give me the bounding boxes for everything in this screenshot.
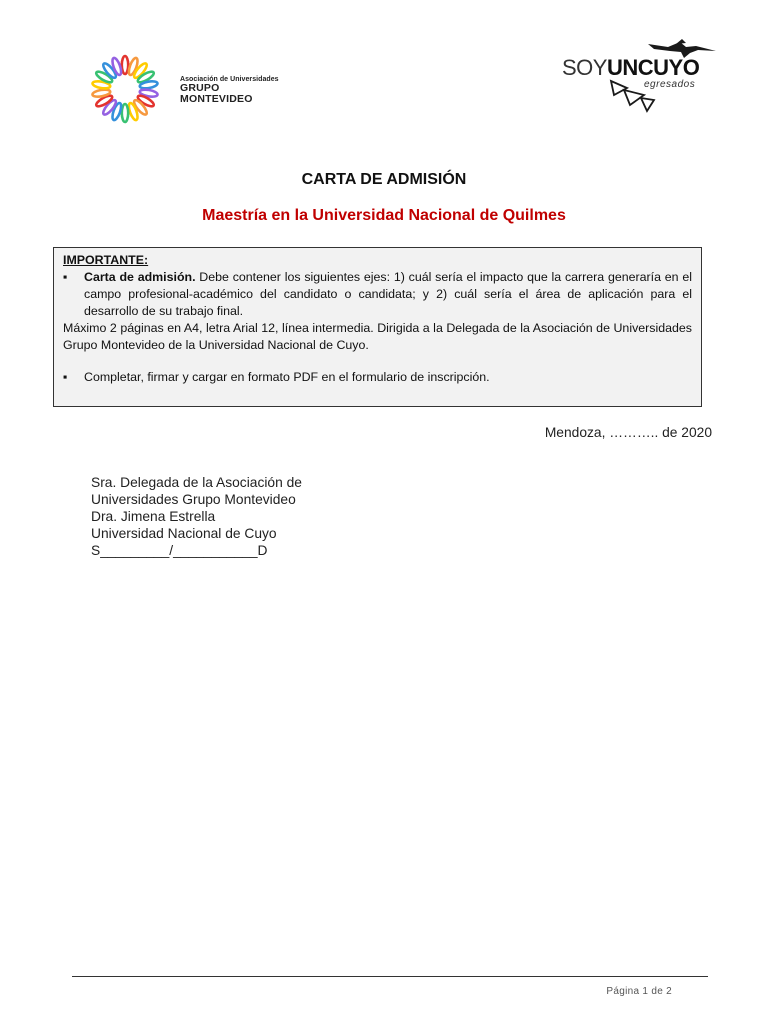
notice-item-label: Carta de admisión. [84, 270, 196, 284]
logo-petal [111, 102, 123, 121]
triangles-icon [608, 78, 660, 114]
notice-item-upload [63, 369, 692, 386]
grupo-montevideo-logo [88, 52, 288, 128]
footer-divider [72, 976, 708, 977]
logo-petal [122, 104, 128, 122]
recipient-line: Dra. Jimena Estrella [91, 509, 216, 524]
square-bullet-icon: ▪ [63, 270, 68, 284]
notice-item-text: Debe contener los siguientes ejes: 1) cuál sería el impacto que la carrera generaría en el campo profesional-académico del candidato o candidata; y 2) cuál sería el área de aplicación para el desarrollo de su trabajo final. [84, 270, 692, 318]
notice-item-text: Completar, firmar y cargar en formato PDF en el formulario de inscripción. [84, 370, 490, 384]
date-line: Mendoza, ……….. de 2020 [544, 425, 712, 440]
document-title: CARTA DE ADMISIÓN [301, 171, 467, 188]
grupo-montevideo-logo-text [180, 76, 288, 105]
notice-heading: IMPORTANTE [63, 253, 144, 267]
sunburst-logo-icon [88, 52, 168, 128]
logo-line-1: Asociación de Universidades [180, 76, 279, 83]
logo-petal [111, 57, 123, 76]
egresados-tagline: egresados [644, 79, 696, 90]
notice-item-admission-letter [63, 269, 692, 320]
notice-format-paragraph: Máximo 2 páginas en A4, letra Arial 12, línea intermedia. Dirigida a la Delegada de la Asociación de Universidades Grupo Montevideo de la Universidad Nacional de Cuyo. [63, 321, 692, 352]
soy-uncuyo-logo [562, 38, 722, 114]
important-notice-box [53, 247, 702, 407]
recipient-salutation-line: S_________/___________D [91, 543, 268, 558]
logo-line-2: GRUPO MONTEVIDEO [180, 82, 253, 106]
logo-petal [127, 57, 139, 76]
square-bullet-icon: ▪ [63, 370, 68, 384]
notice-heading-colon: : [144, 253, 149, 267]
logo-petal [122, 56, 128, 74]
recipient-block [91, 474, 302, 559]
recipient-line: Sra. Delegada de la Asociación de [91, 475, 302, 490]
recipient-line: Universidad Nacional de Cuyo [91, 526, 277, 541]
notice-heading-line [63, 252, 692, 269]
page-number: Página 1 de 2 [606, 986, 672, 997]
uncuyo-text: UNCUYO [606, 55, 700, 80]
document-subtitle: Maestría en la Universidad Nacional de Quilmes [202, 207, 566, 224]
recipient-line: Universidades Grupo Montevideo [91, 492, 296, 507]
soy-text: SOY [562, 55, 607, 80]
